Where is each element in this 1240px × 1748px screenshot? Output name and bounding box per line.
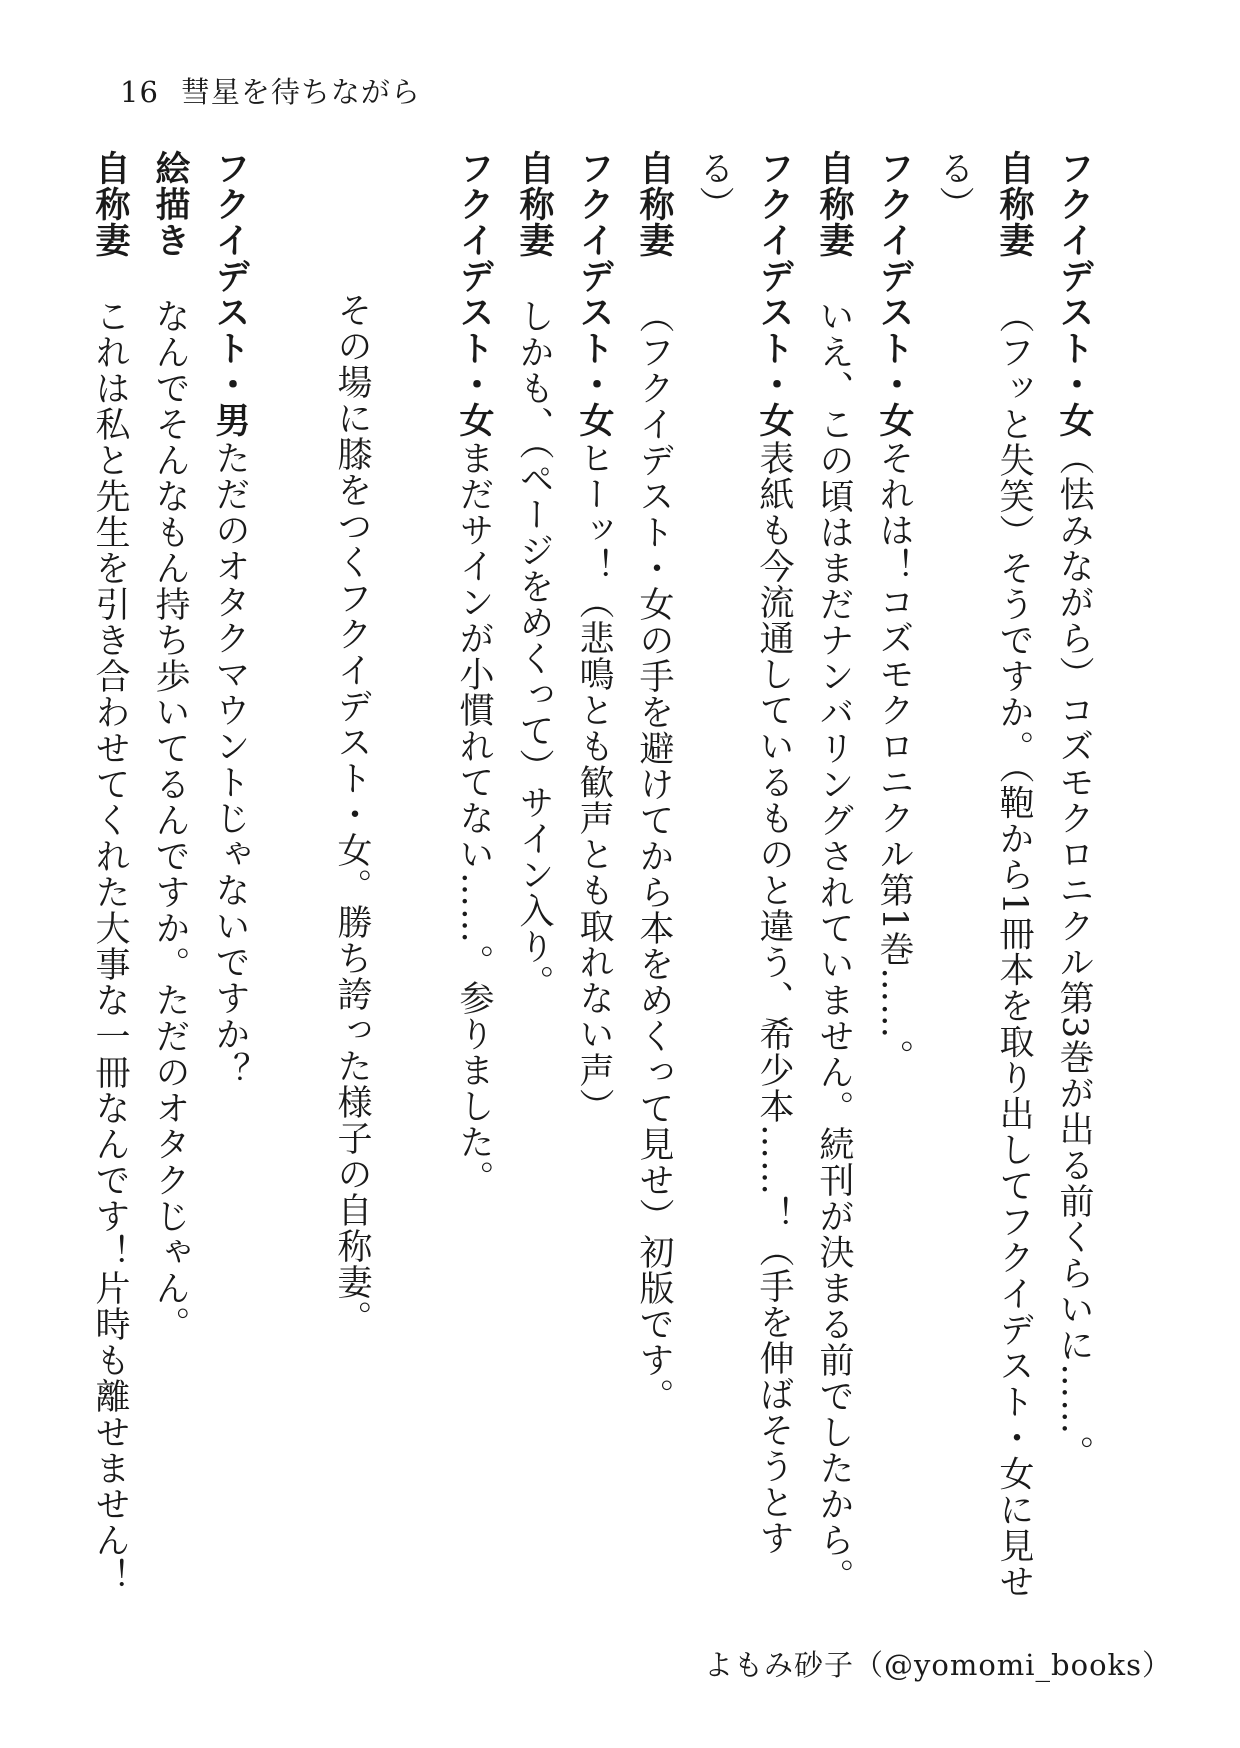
speaker-name: 自称妻 xyxy=(814,150,854,258)
script-line xyxy=(444,150,504,1650)
line-text: （フクイデスト・女の手を避けてから本をめくって見せ）初版です。 xyxy=(634,298,674,1414)
script-line xyxy=(984,150,1044,1650)
script-line-continuation xyxy=(684,150,744,1650)
line-text: 表紙も今流通しているものと違う、希少本……！（手を伸ばそうとす xyxy=(754,440,794,1556)
stage-direction-text: その場に膝をつくフクイデスト・女。勝ち誇った様子の自称妻。 xyxy=(332,292,372,1336)
line-text: る） xyxy=(934,150,974,222)
script-line xyxy=(200,150,260,1650)
script-line xyxy=(624,150,684,1650)
speaker-name: 自称妻 xyxy=(634,150,674,258)
script-line xyxy=(564,150,624,1650)
page-title: 彗星を待ちながら xyxy=(180,75,421,109)
speaker-name: 自称妻 xyxy=(994,150,1034,258)
script-line-continuation xyxy=(924,150,984,1650)
line-text: ヒーッ！（悲鳴とも歓声とも取れない声） xyxy=(574,440,614,1124)
speaker-name: 自称妻 xyxy=(90,150,130,258)
line-text: しかも、（ページをめくって）サイン入り。 xyxy=(514,298,554,1001)
blank-line xyxy=(260,150,322,1650)
speaker-name: フクイデスト・女 xyxy=(1054,150,1094,438)
script-line xyxy=(864,150,924,1650)
script-line xyxy=(744,150,804,1650)
line-text: それは！コズモクロニクル第1巻……。 xyxy=(874,440,914,1076)
line-text: なんでそんなもん持ち歩いてるんですか。ただのオタクじゃん。 xyxy=(150,298,190,1342)
page-number: 16 xyxy=(120,75,159,109)
author-credit: よもみ砂子（@yomomi_books） xyxy=(703,1648,1172,1682)
line-text: まだサインが小慣れてない……。参りました。 xyxy=(454,440,494,1196)
speaker-name: フクイデスト・男 xyxy=(210,150,250,438)
script-line xyxy=(140,150,200,1650)
line-text: る） xyxy=(694,150,734,222)
line-text: （怯みながら）コズモクロニクル第3巻が出る前くらいに……。 xyxy=(1054,440,1094,1472)
script-line xyxy=(1044,150,1104,1650)
speaker-name: 自称妻 xyxy=(514,150,554,258)
speaker-name: 絵描き xyxy=(150,150,190,258)
blank-line xyxy=(382,150,444,1650)
script-line xyxy=(804,150,864,1650)
page-header xyxy=(120,70,421,111)
speaker-name: フクイデスト・女 xyxy=(874,150,914,438)
stage-direction xyxy=(322,150,382,1650)
line-text: （フッと失笑）そうですか。（鞄から1冊本を取り出してフクイデスト・女に見せ xyxy=(994,298,1034,1600)
line-text: ただのオタクマウントじゃないですか？ xyxy=(210,440,250,1088)
speaker-name: フクイデスト・女 xyxy=(754,150,794,438)
speaker-name: フクイデスト・女 xyxy=(574,150,614,438)
speaker-name: フクイデスト・女 xyxy=(454,150,494,438)
line-text: これは私と先生を引き合わせてくれた大事な一冊なんです！片時も離せません！ xyxy=(90,298,130,1594)
script-body xyxy=(80,150,1104,1650)
script-line xyxy=(80,150,140,1650)
line-text: いえ、この頃はまだナンバリングされていません。続刊が決まる前でしたから。 xyxy=(814,298,854,1594)
script-line xyxy=(504,150,564,1650)
